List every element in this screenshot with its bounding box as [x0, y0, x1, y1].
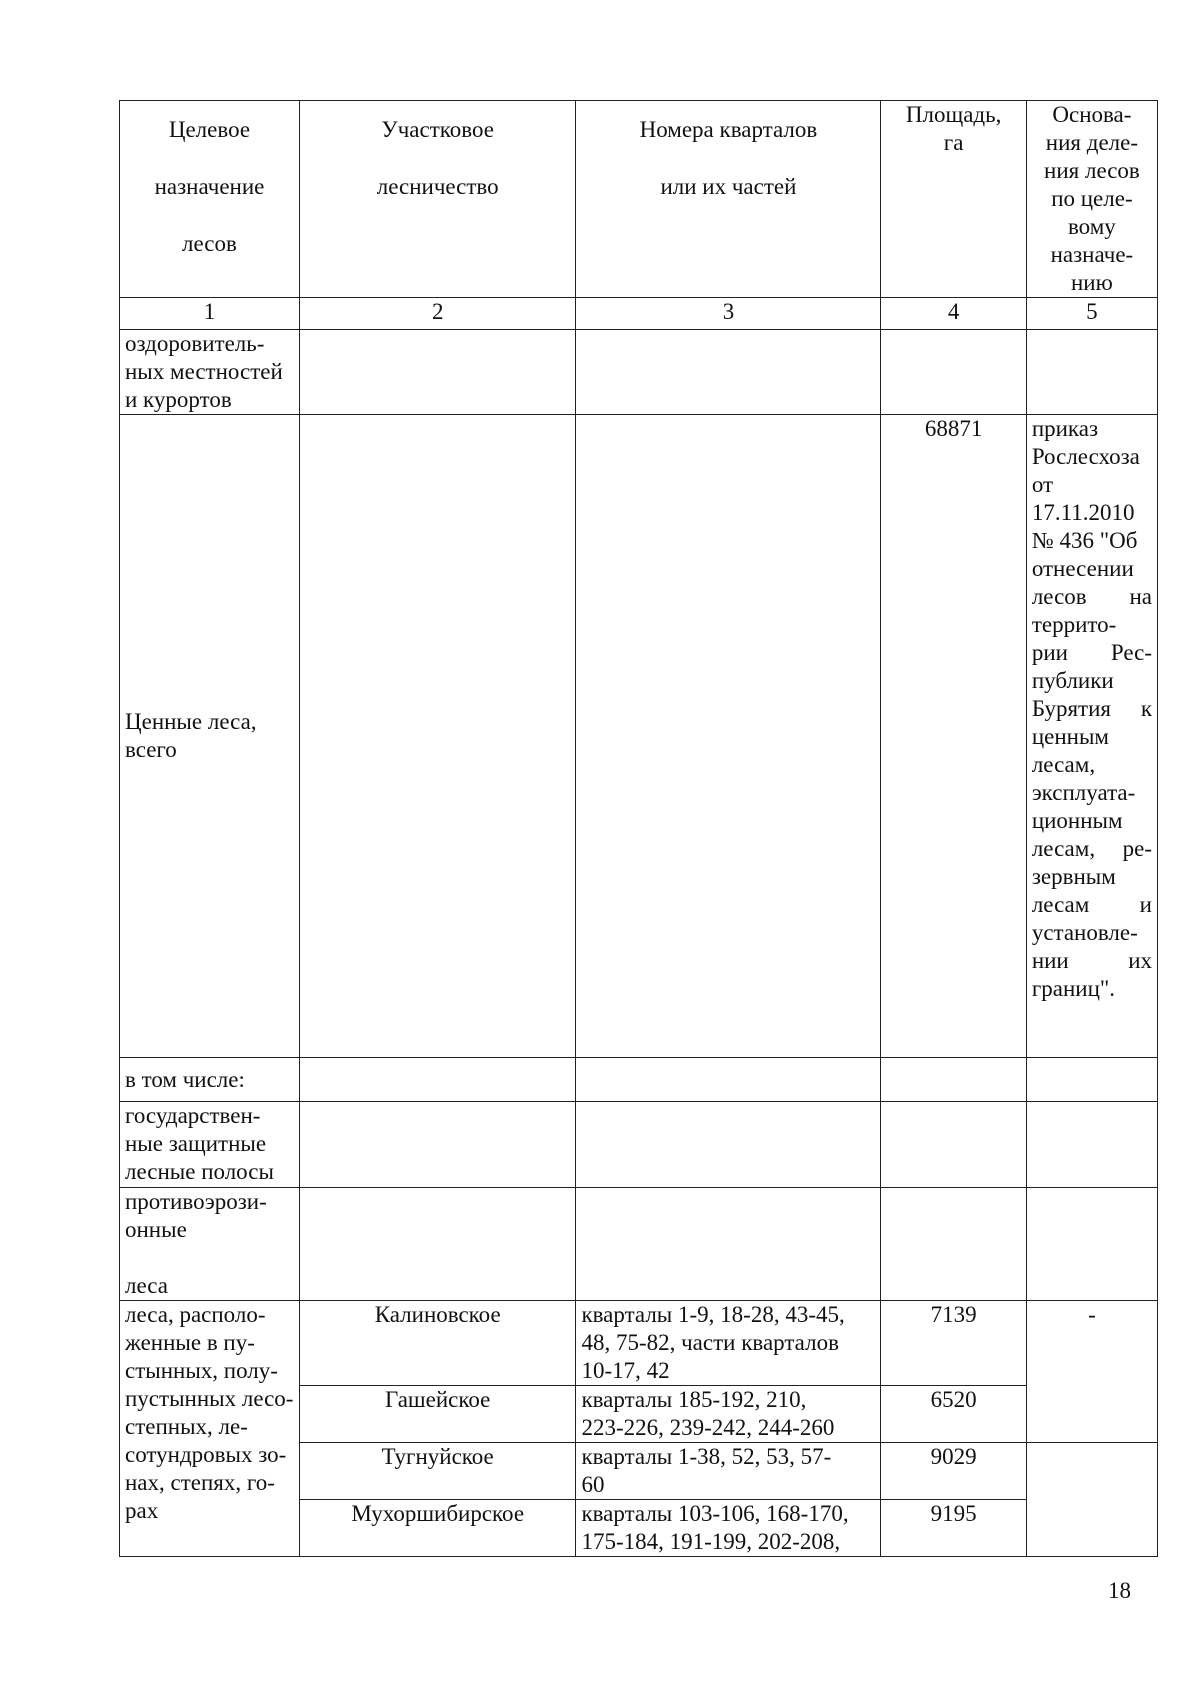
basis-cell: [1026, 1188, 1157, 1301]
purpose-cell: в том числе:: [120, 1058, 300, 1102]
column-number: 4: [881, 298, 1026, 330]
area-cell: 9195: [881, 1500, 1026, 1557]
header-row: [120, 101, 1158, 298]
forestry-cell: Гашейское: [299, 1386, 576, 1443]
table-row-forestry: [120, 1301, 1158, 1386]
forestry-cell: Калиновское: [299, 1301, 576, 1386]
page-number: 18: [1108, 1578, 1131, 1603]
table-row-resorts: [120, 330, 1158, 415]
header-quarters: Номера кварталов или их частей: [576, 101, 881, 298]
basis-cell: [1026, 1058, 1157, 1102]
column-number: 1: [120, 298, 300, 330]
forestry-cell: [299, 1102, 576, 1188]
purpose-cell: государствен- ные защитные лесные полосы: [120, 1102, 300, 1188]
purpose-cell: леса, располо- женные в пу- стынных, полу- пустынных лесо- степных, ле- сотундровых зо- нах, степях, го- рах: [120, 1301, 300, 1557]
table-row-anti-erosion: [120, 1188, 1158, 1301]
basis-cell: [1026, 330, 1157, 415]
forest-purpose-table: [119, 100, 1158, 1557]
header-purpose: Целевое назначение лесов: [120, 101, 300, 298]
area-cell: [881, 1188, 1026, 1301]
basis-cell: приказ Рослесхоза от 17.11.2010 № 436 "Об отнесении лесов на террито- рии Рес- публики Бурятия к ценным лесам, эксплуата- ционным лесам, ре- зервным лесам и установле- нии их границ".: [1026, 415, 1157, 1058]
table-row-including: [120, 1058, 1158, 1102]
table-row-state-belts: [120, 1102, 1158, 1188]
column-number-row: [120, 298, 1158, 330]
forestry-cell: [299, 330, 576, 415]
header-basis: Основа- ния деле- ния лесов по целе- вому назначе- нию: [1026, 101, 1157, 298]
purpose-cell: противоэрози- онные леса: [120, 1188, 300, 1301]
quarters-cell: [576, 1058, 881, 1102]
table-row-valuable-forests: [120, 415, 1158, 1058]
header-forestry: Участковое лесничество: [299, 101, 576, 298]
forestry-cell: [299, 1058, 576, 1102]
quarters-cell: [576, 415, 881, 1058]
basis-cell: [1026, 1102, 1157, 1188]
column-number: 2: [299, 298, 576, 330]
quarters-cell: [576, 330, 881, 415]
column-number: 3: [576, 298, 881, 330]
basis-cell: -: [1026, 1301, 1157, 1443]
purpose-cell: оздоровитель- ных местностей и курортов: [120, 330, 300, 415]
quarters-cell: кварталы 1-9, 18-28, 43-45, 48, 75-82, части кварталов 10-17, 42: [576, 1301, 881, 1386]
area-cell: [881, 1102, 1026, 1188]
header-area: Площадь, га: [881, 101, 1026, 298]
area-cell: 7139: [881, 1301, 1026, 1386]
forestry-cell: [299, 415, 576, 1058]
column-number: 5: [1026, 298, 1157, 330]
area-cell: [881, 330, 1026, 415]
basis-cell: [1026, 1443, 1157, 1557]
purpose-cell: Ценные леса, всего: [120, 415, 300, 1058]
area-cell: 9029: [881, 1443, 1026, 1500]
quarters-cell: кварталы 185-192, 210, 223-226, 239-242, 244-260: [576, 1386, 881, 1443]
forestry-cell: Тугнуйское: [299, 1443, 576, 1500]
forestry-cell: Мухоршибирское: [299, 1500, 576, 1557]
forestry-cell: [299, 1188, 576, 1301]
quarters-cell: кварталы 103-106, 168-170, 175-184, 191-199, 202-208,: [576, 1500, 881, 1557]
quarters-cell: [576, 1188, 881, 1301]
area-cell: 6520: [881, 1386, 1026, 1443]
quarters-cell: кварталы 1-38, 52, 53, 57- 60: [576, 1443, 881, 1500]
area-cell: [881, 1058, 1026, 1102]
quarters-cell: [576, 1102, 881, 1188]
area-cell: 68871: [881, 415, 1026, 1058]
